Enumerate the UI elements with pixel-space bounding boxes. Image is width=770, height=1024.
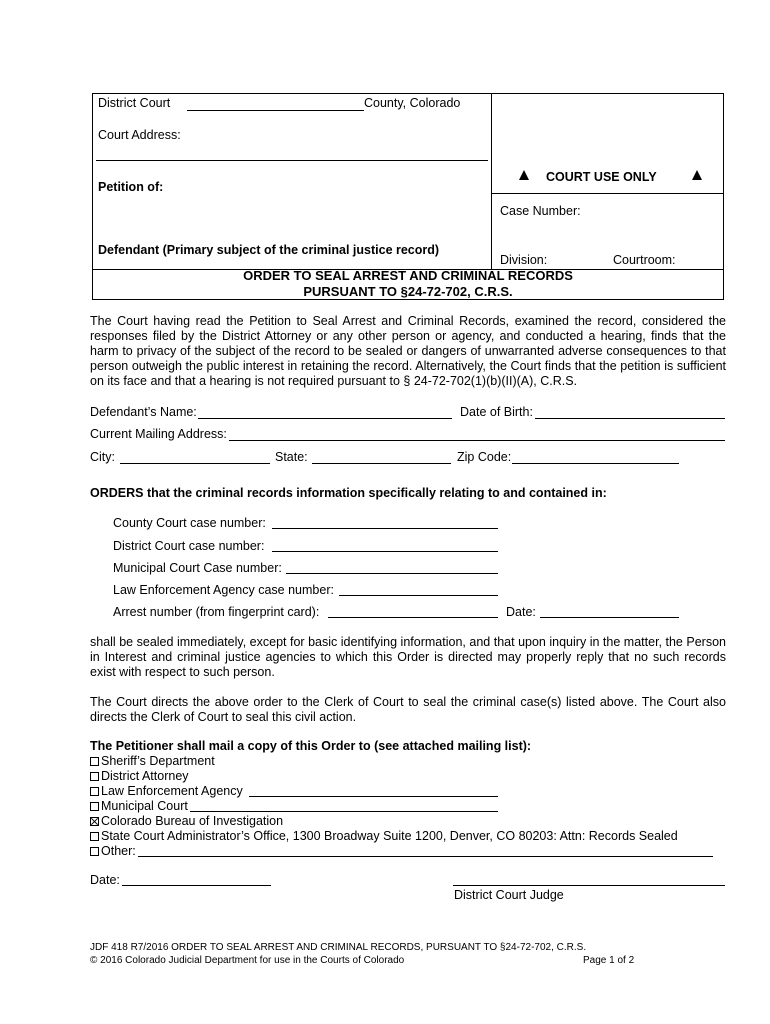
zip-field[interactable] xyxy=(512,463,679,464)
law-enforcement-case-label: Law Enforcement Agency case number: xyxy=(113,583,334,597)
sealed-paragraph: shall be sealed immediately, except for basic identifying information, and that upon inquiry in the matter, the Person in Interest and criminal justice agencies to which this Order is directed may properly reply that no such records exist with respect to such person. xyxy=(90,635,726,679)
mailing-item-district-attorney[interactable]: District Attorney xyxy=(90,769,189,783)
defendant-name-field[interactable] xyxy=(198,418,452,419)
checkbox[interactable] xyxy=(90,772,99,781)
arrest-number-label: Arrest number (from fingerprint card): xyxy=(113,605,320,619)
mailing-item-state-court-admin[interactable]: State Court Administrator’s Office, 1300 Broadway Suite 1200, Denver, CO 80203: Attn: Records Sealed xyxy=(90,829,678,843)
zip-label: Zip Code: xyxy=(457,450,512,464)
caption-divider-vertical xyxy=(491,93,492,269)
mailing-item-law-enforcement[interactable]: Law Enforcement Agency xyxy=(90,784,243,798)
orders-heading: ORDERS that the criminal records information specifically relating to and contained in: xyxy=(90,486,607,500)
municipal-court-field[interactable] xyxy=(190,811,498,812)
checked-checkbox[interactable] xyxy=(90,817,99,826)
defendant-caption-label: Defendant (Primary subject of the criminal justice record) xyxy=(98,243,440,257)
defendant-name-label: Defendant’s Name: xyxy=(90,405,197,419)
mailing-address-label: Current Mailing Address: xyxy=(90,427,227,441)
checkbox[interactable] xyxy=(90,832,99,841)
courtroom-label: Courtroom: xyxy=(613,253,676,267)
mailing-item-sheriff[interactable]: Sheriff’s Department xyxy=(90,754,215,768)
order-title-line1: ORDER TO SEAL ARREST AND CRIMINAL RECORDS xyxy=(243,268,573,283)
dob-field[interactable] xyxy=(535,418,725,419)
mailing-item-municipal-court[interactable]: Municipal Court xyxy=(90,799,188,813)
case-number-label: Case Number: xyxy=(500,204,581,218)
checkbox[interactable] xyxy=(90,802,99,811)
state-label: State: xyxy=(275,450,308,464)
checkbox[interactable] xyxy=(90,757,99,766)
county-case-label: County Court case number: xyxy=(113,516,266,530)
intro-paragraph: The Court having read the Petition to Seal Arrest and Criminal Records, examined the record, considered the responses filed by the District Attorney or any other person or agency, and conducted a hearing, finds that the harm to privacy of the subject of the record to be sealed or dangers of unwarranted adverse consequences to that person outweigh the public interest in retaining the record. Alternatively, the Court finds that the petition is sufficient on its face and that a hearing is not required pursuant to § 24-72-702(1)(b)(II)(A), C.R.S. xyxy=(90,314,726,388)
checkbox[interactable] xyxy=(90,847,99,856)
footer-page-number: Page 1 of 2 xyxy=(583,955,635,966)
signature-date-label: Date: xyxy=(90,873,120,887)
mailing-item-other[interactable]: Other: xyxy=(90,844,136,858)
county-name-field[interactable] xyxy=(187,110,364,111)
dob-label: Date of Birth: xyxy=(460,405,533,419)
arrest-date-label: Date: xyxy=(506,605,536,619)
petition-of-label: Petition of: xyxy=(98,180,164,194)
municipal-case-field[interactable] xyxy=(286,573,498,574)
signature-date-field[interactable] xyxy=(122,885,271,886)
mailing-address-field[interactable] xyxy=(229,440,725,441)
triangle-up-icon xyxy=(519,169,529,183)
judge-label: District Court Judge xyxy=(454,888,564,902)
order-title-line2: PURSUANT TO §24-72-702, C.R.S. xyxy=(303,284,513,299)
court-address-label: Court Address: xyxy=(98,128,181,142)
law-enforcement-case-field[interactable] xyxy=(339,595,498,596)
law-enforcement-agency-field[interactable] xyxy=(249,796,498,797)
city-field[interactable] xyxy=(120,463,270,464)
court-address-field[interactable] xyxy=(96,160,488,161)
footer-form-id: JDF 418 R7/2016 ORDER TO SEAL ARREST AND CRIMINAL RECORDS, PURSUANT TO §24-72-702, C.R.S. xyxy=(90,942,587,953)
arrest-number-field[interactable] xyxy=(328,617,498,618)
county-case-field[interactable] xyxy=(272,528,498,529)
court-use-only-label: COURT USE ONLY xyxy=(546,170,657,184)
state-field[interactable] xyxy=(312,463,451,464)
clerk-paragraph: The Court directs the above order to the Clerk of Court to seal the criminal case(s) listed above. The Court also directs the Clerk of Court to seal this civil action. xyxy=(90,695,726,724)
court-use-divider xyxy=(491,193,724,194)
footer-copyright: © 2016 Colorado Judicial Department for use in the Courts of Colorado xyxy=(90,955,405,966)
judge-signature-field[interactable] xyxy=(453,885,725,886)
district-case-label: District Court case number: xyxy=(113,539,265,553)
mailing-heading: The Petitioner shall mail a copy of this Order to (see attached mailing list): xyxy=(90,739,532,753)
checkbox[interactable] xyxy=(90,787,99,796)
district-court-label: District Court xyxy=(98,96,171,110)
arrest-date-field[interactable] xyxy=(540,617,679,618)
mailing-item-cbi[interactable]: Colorado Bureau of Investigation xyxy=(90,814,283,828)
municipal-case-label: Municipal Court Case number: xyxy=(113,561,282,575)
county-label: County, Colorado xyxy=(364,96,461,110)
district-case-field[interactable] xyxy=(272,551,498,552)
division-label: Division: xyxy=(500,253,548,267)
triangle-up-icon xyxy=(692,169,702,183)
other-recipient-field[interactable] xyxy=(138,856,713,857)
city-label: City: xyxy=(90,450,115,464)
